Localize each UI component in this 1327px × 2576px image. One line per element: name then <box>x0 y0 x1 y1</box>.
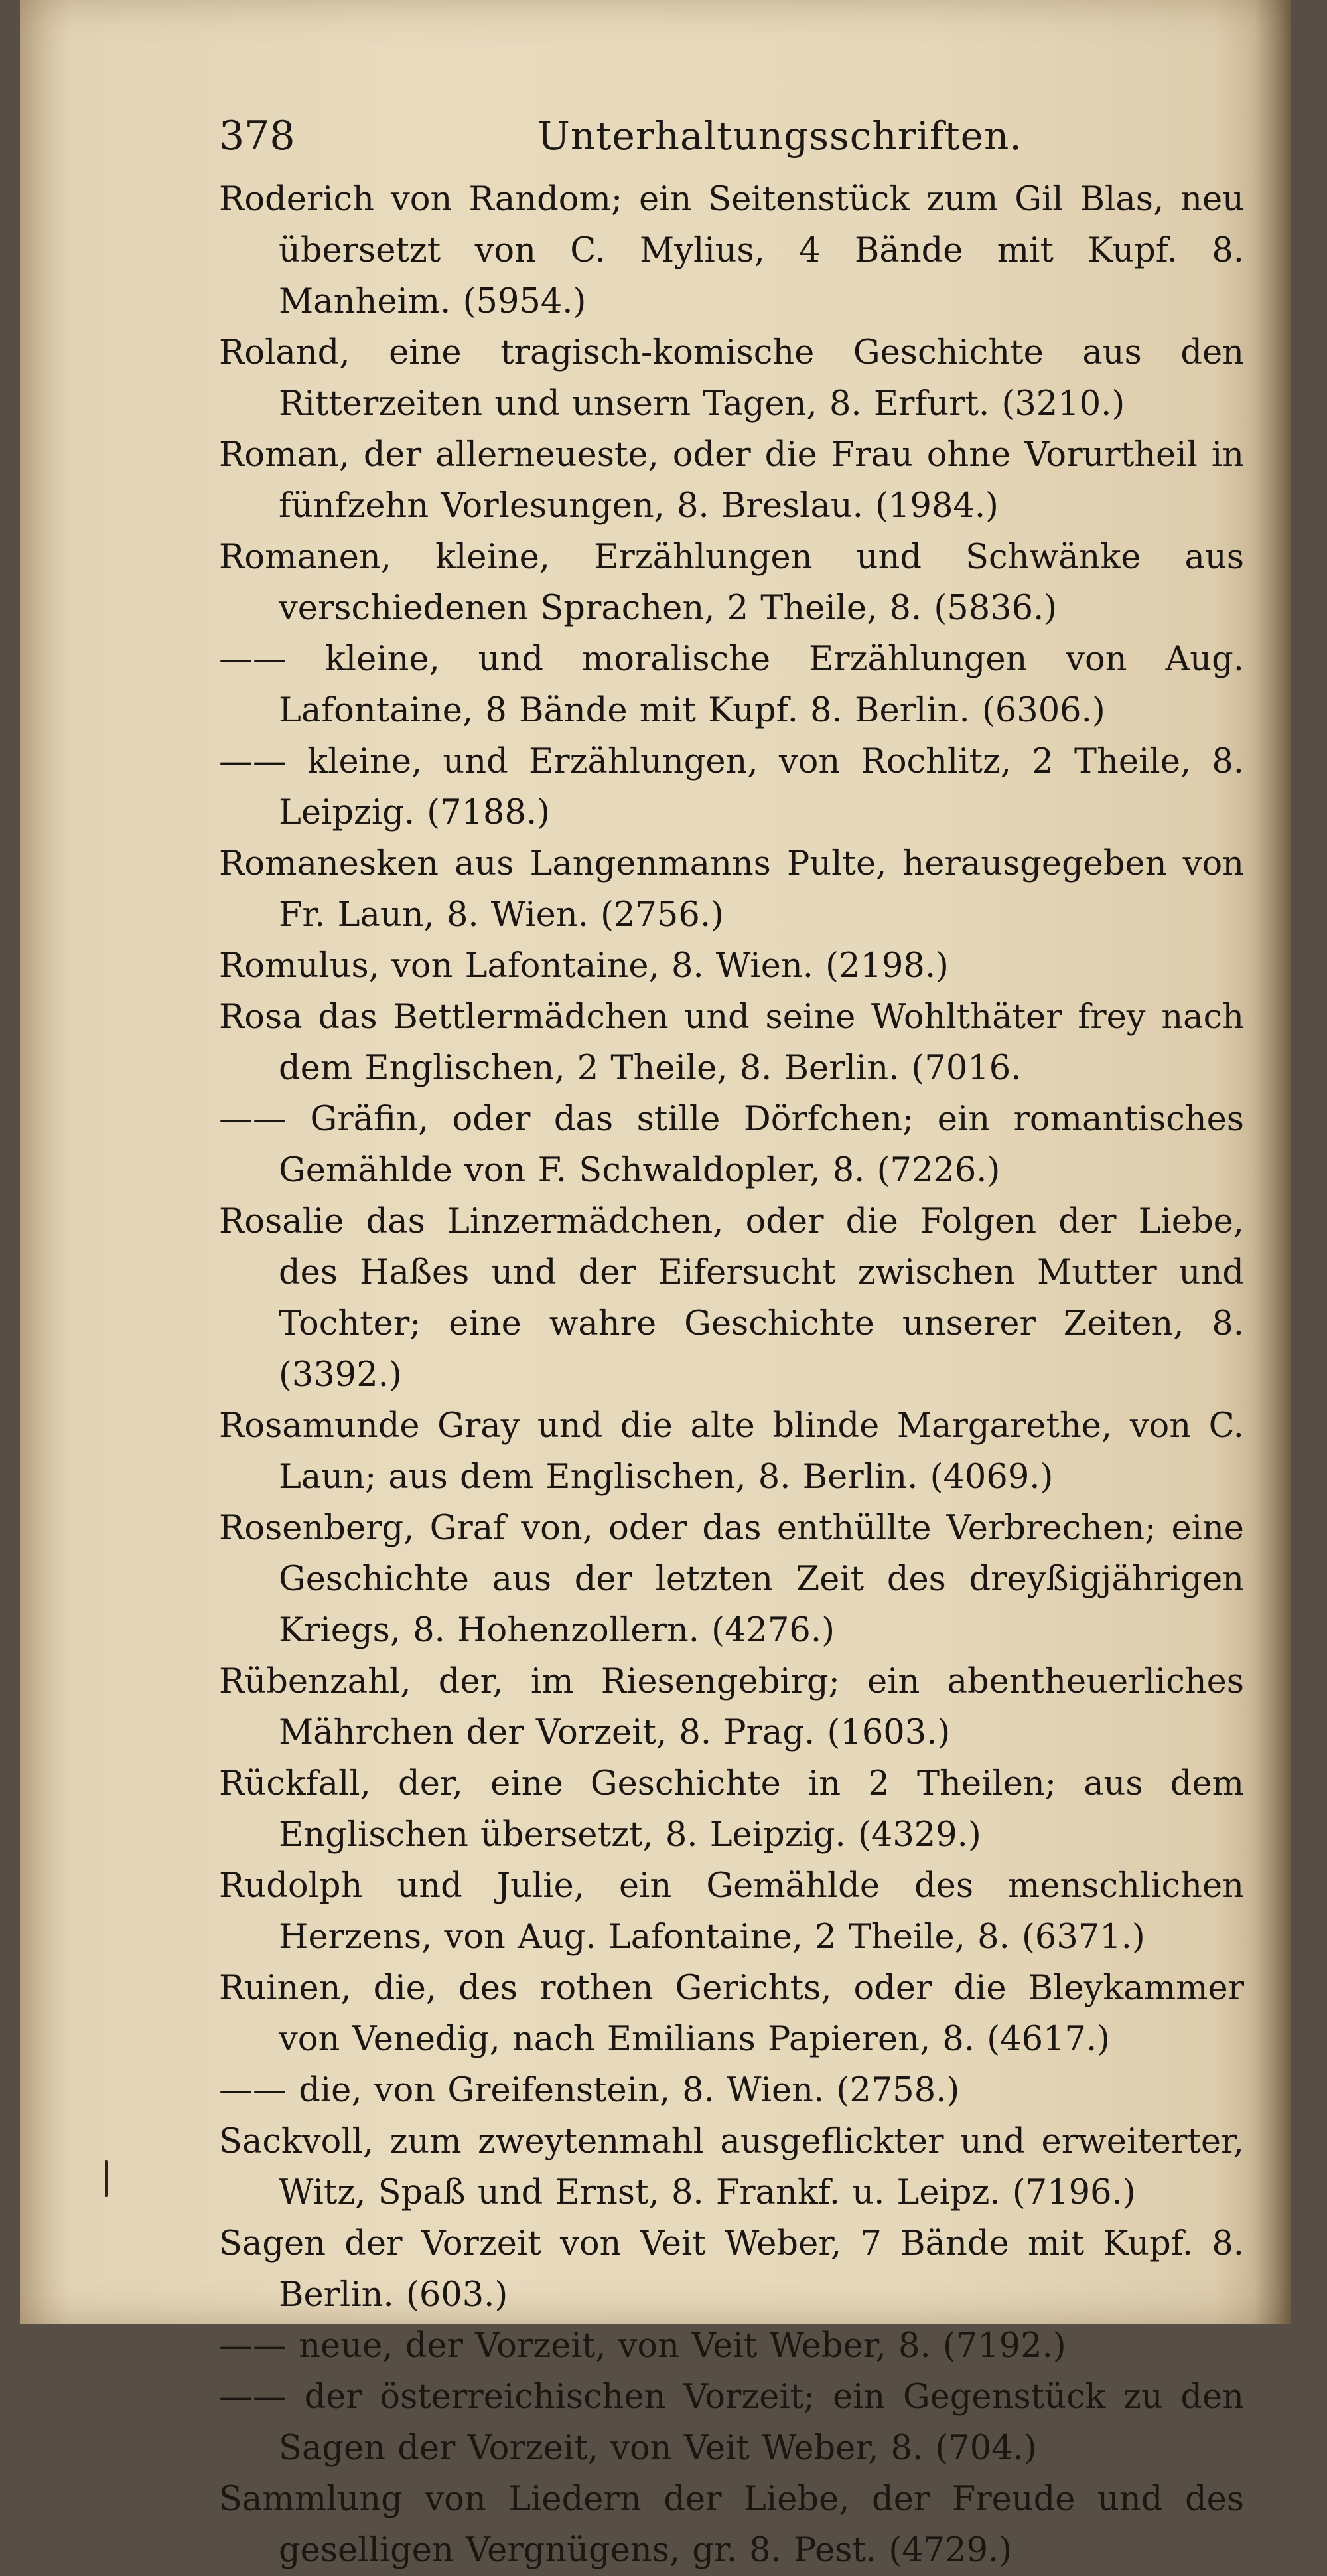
catalog-entry: Romanen, kleine, Erzählungen und Schwänke aus verschiedenen Sprachen, 2 Theile, 8. (5836.) <box>219 538 1244 628</box>
catalog-entry: Sagen der Vorzeit von Veit Weber, 7 Bände mit Kupf. 8. Berlin. (603.) <box>219 2224 1244 2314</box>
page-number: 378 <box>219 113 295 159</box>
catalog-entry: —— neue, der Vorzeit, von Veit Weber, 8. (7192.) <box>219 2326 1066 2366</box>
catalog-entry: Roderich von Random; ein Seitenstück zum Gil Blas, neu übersetzt von C. Mylius, 4 Bände mit Kupf. 8. Manheim. (5954.) <box>219 180 1244 321</box>
catalog-entry: Sackvoll, zum zweytenmahl ausgeflickter und erweiterter, Witz, Spaß und Ernst, 8. Frankf. u. Leipz. (7196.) <box>219 2122 1244 2212</box>
catalog-entries <box>219 174 1244 2576</box>
catalog-entry: Rückfall, der, eine Geschichte in 2 Theilen; aus dem Englischen übersetzt, 8. Leipzig. (4329.) <box>219 1764 1244 1855</box>
catalog-entry: Romanesken aus Langenmanns Pulte, herausgegeben von Fr. Laun, 8. Wien. (2756.) <box>219 844 1244 935</box>
catalog-entry: Rosenberg, Graf von, oder das enthüllte Verbrechen; eine Geschichte aus der letzten Zeit des dreyßigjährigen Kriegs, 8. Hohenzollern. (4276.) <box>219 1509 1244 1650</box>
page-header <box>219 110 1214 163</box>
catalog-entry: —— die, von Greifenstein, 8. Wien. (2758.) <box>219 2071 960 2110</box>
margin-ink-mark <box>105 2160 108 2197</box>
catalog-entry: —— der österreichischen Vorzeit; ein Gegenstück zu den Sagen der Vorzeit, von Veit Weber, 8. (704.) <box>219 2378 1244 2468</box>
catalog-entry: Romulus, von Lafontaine, 8. Wien. (2198.) <box>219 947 949 986</box>
page-edge-shadow <box>1254 0 1291 2324</box>
catalog-entry: —— kleine, und moralische Erzählungen von Aug. Lafontaine, 8 Bände mit Kupf. 8. Berlin. (6306.) <box>219 640 1244 730</box>
catalog-entry: Rosalie das Linzermädchen, oder die Folgen der Liebe, des Haßes und der Eifersucht zwischen Mutter und Tochter; eine wahre Geschichte unserer Zeiten, 8. (3392.) <box>219 1202 1244 1395</box>
catalog-entry: Roland, eine tragisch-komische Geschichte aus den Ritterzeiten und unsern Tagen, 8. Erfurt. (3210.) <box>219 333 1244 423</box>
running-title: Unterhaltungsschriften. <box>537 114 1022 159</box>
catalog-entry: Rosamunde Gray und die alte blinde Margarethe, von C. Laun; aus dem Englischen, 8. Berlin. (4069.) <box>219 1406 1244 1497</box>
catalog-entry: Sammlung von Liedern der Liebe, der Freude und des geselligen Vergnügens, gr. 8. Pest. (4729.) <box>219 2480 1244 2570</box>
catalog-entry: Roman, der allerneueste, oder die Frau ohne Vorurtheil in fünfzehn Vorlesungen, 8. Breslau. (1984.) <box>219 435 1244 526</box>
catalog-entry: Rübenzahl, der, im Riesengebirg; ein abentheuerliches Mährchen der Vorzeit, 8. Prag. (1603.) <box>219 1662 1244 1752</box>
catalog-entry: Rudolph und Julie, ein Gemählde des menschlichen Herzens, von Aug. Lafontaine, 2 Theile, 8. (6371.) <box>219 1866 1244 1957</box>
book-page <box>20 0 1291 2570</box>
catalog-entry: Ruinen, die, des rothen Gerichts, oder die Bleykammer von Venedig, nach Emilians Papieren, 8. (4617.) <box>219 1969 1244 2059</box>
catalog-entry: —— kleine, und Erzählungen, von Rochlitz, 2 Theile, 8. Leipzig. (7188.) <box>219 742 1244 832</box>
catalog-entry: Rosa das Bettlermädchen und seine Wohlthäter frey nach dem Englischen, 2 Theile, 8. Berlin. (7016. <box>219 998 1244 1088</box>
catalog-entry: —— Gräfin, oder das stille Dörfchen; ein romantisches Gemählde von F. Schwaldopler, 8. (7226.) <box>219 1100 1244 1190</box>
